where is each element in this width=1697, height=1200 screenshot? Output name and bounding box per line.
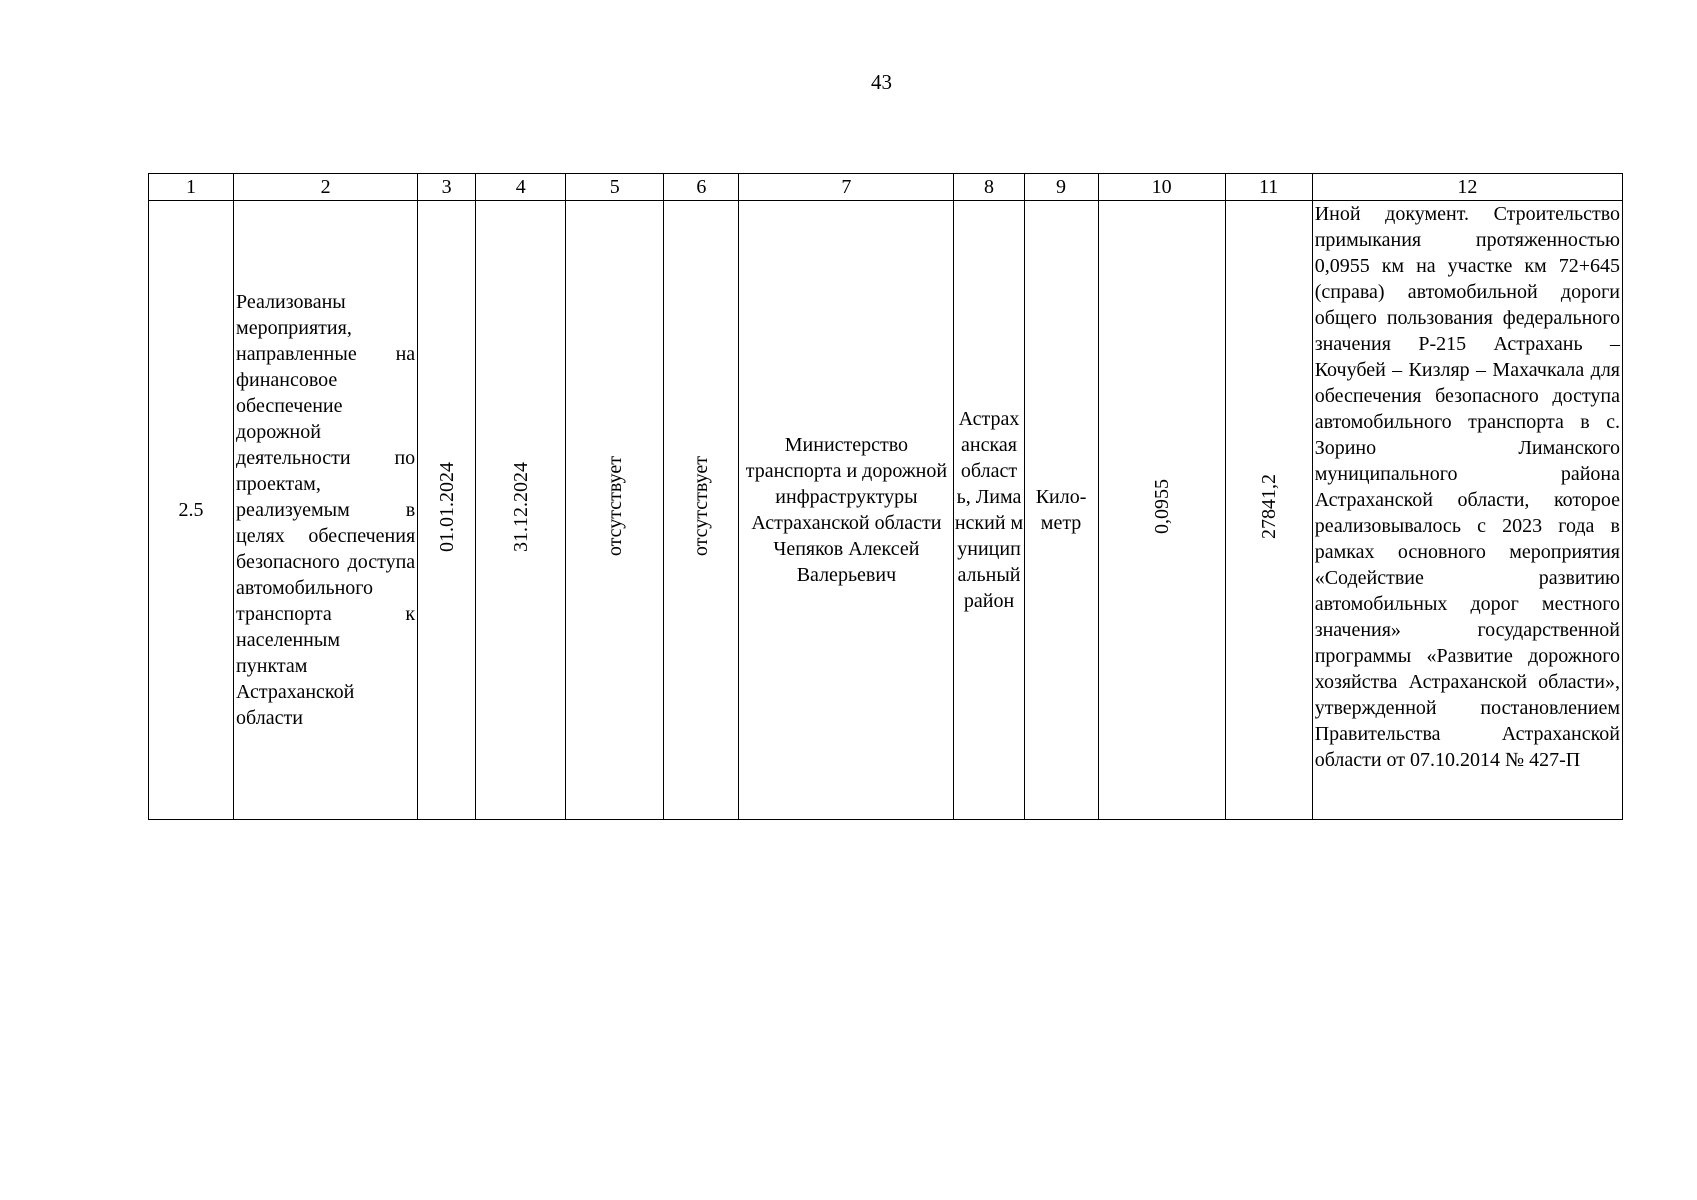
data-table bbox=[148, 173, 1623, 820]
column-header: 2 bbox=[234, 174, 418, 201]
row-number-cell: 2.5 bbox=[149, 201, 234, 820]
amount-cell bbox=[1225, 201, 1312, 820]
column-header: 8 bbox=[954, 174, 1024, 201]
column-5-cell bbox=[566, 201, 664, 820]
page-number: 43 bbox=[871, 70, 892, 94]
description-cell: Реализованы мероприятия, направленные на финансовое обеспечение дорожной деятельности по проектам, реализуемым в целях обеспечения безопасного доступа автомобильного транспорта к населенным пунктам Астраханской области bbox=[234, 201, 418, 820]
column-6-cell bbox=[664, 201, 739, 820]
column-header: 9 bbox=[1024, 174, 1098, 201]
column-header: 3 bbox=[418, 174, 476, 201]
column-header: 12 bbox=[1312, 174, 1622, 201]
column-5-text: отсутствует bbox=[603, 456, 626, 557]
column-header: 1 bbox=[149, 174, 234, 201]
value-text: 0,0955 bbox=[1150, 479, 1173, 534]
start-date-text: 01.01.2024 bbox=[435, 461, 458, 552]
column-header: 6 bbox=[664, 174, 739, 201]
unit-cell: Кило- метр bbox=[1024, 201, 1098, 820]
document-cell: Иной документ. Строительство примыкания протяженностью 0,0955 км на участке км 72+645 (справа) автомобильной дороги общего пользования федерального значения Р-215 Астрахань – Кочубей – Кизляр – Махачкала для обеспечения безопасного доступа автомобильного транспорта в с. Зорино Лиманского муниципального района Астраханской области, которое реализовывалось с 2023 года в рамках основного мероприятия «Содействие развитию автомобильных дорог местного значения» государственной программы «Развитие дорожного хозяйства Астраханской области», утвержденной постановлением Правительства Астраханской области от 07.10.2014 № 427-П bbox=[1312, 201, 1622, 820]
start-date-cell bbox=[418, 201, 476, 820]
column-header: 10 bbox=[1098, 174, 1225, 201]
table-row bbox=[149, 201, 1623, 820]
value-cell bbox=[1098, 201, 1225, 820]
table-header-row bbox=[149, 174, 1623, 201]
end-date-cell bbox=[476, 201, 566, 820]
responsible-cell: Министерство транспорта и дорожной инфраструктуры Астраханской области Чепяков Алексей Валерьевич bbox=[739, 201, 954, 820]
amount-text: 27841,2 bbox=[1257, 474, 1280, 539]
column-header: 4 bbox=[476, 174, 566, 201]
column-header: 5 bbox=[566, 174, 664, 201]
territory-cell: Астраханская область, Лиманский муниципальный район bbox=[954, 201, 1024, 820]
column-6-text: отсутствует bbox=[690, 456, 713, 557]
column-header: 7 bbox=[739, 174, 954, 201]
end-date-text: 31.12.2024 bbox=[509, 461, 532, 552]
column-header: 11 bbox=[1225, 174, 1312, 201]
